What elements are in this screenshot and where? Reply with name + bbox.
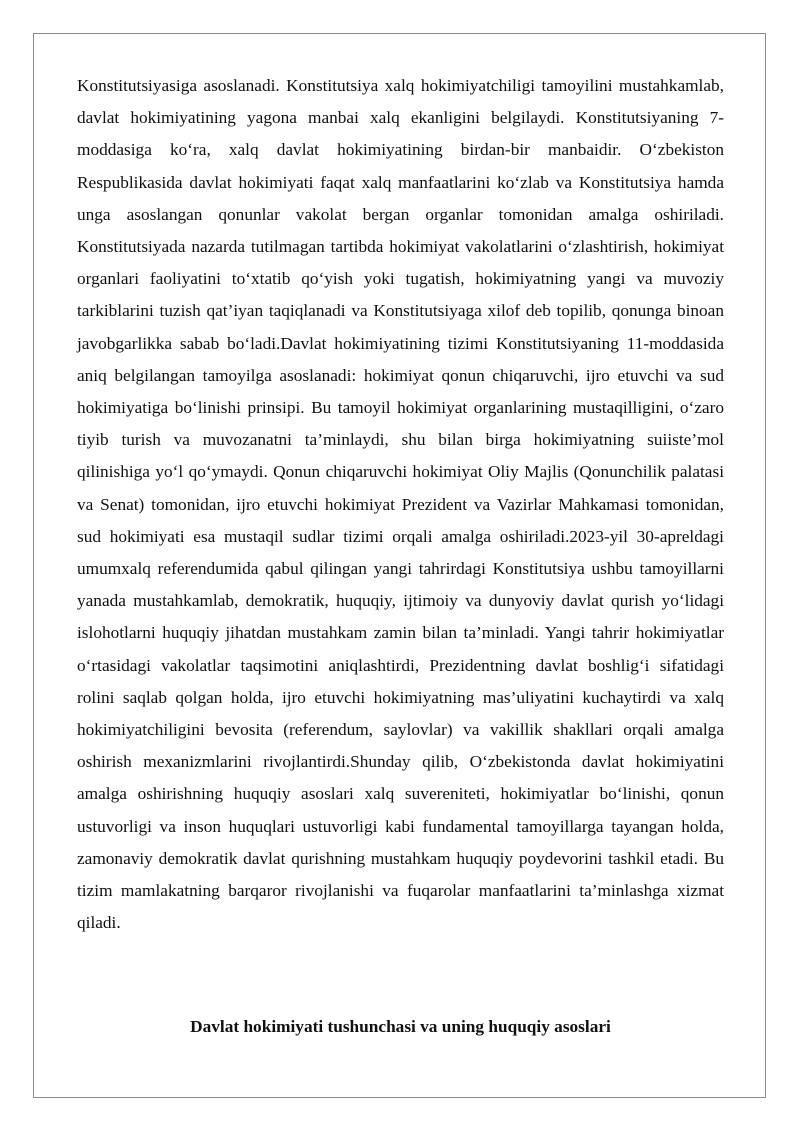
- section-heading: Davlat hokimiyati tushunchasi va uning huquqiy asoslari: [190, 1017, 611, 1036]
- body-paragraph: Konstitutsiyasiga asoslanadi. Konstitutsiya xalq hokimiyatchiligi tamoyilini mustahkamlab, davlat hokimiyatining yagona manbai xalq ekanligini belgilaydi. Konstitutsiyaning 7-moddasiga ko‘ra, xalq davlat hokimiyatining birdan-bir manbaidir. O‘zbekiston Respublikasida davlat hokimiyati faqat xalq manfaatlarini ko‘zlab va Konstitutsiya hamda unga asoslangan qonunlar vakolat bergan organlar tomonidan amalga oshiriladi. Konstitutsiyada nazarda tutilmagan tartibda hokimiyat vakolatlarini o‘zlashtirish, hokimiyat organlari faoliyatini to‘xtatib qo‘yish yoki tugatish, hokimiyatning yangi va muvoziy tarkiblarini tuzish qat’iyan taqiqlanadi va Konstitutsiyaga xilof deb topilib, qonunga binoan javobgarlikka sabab bo‘ladi.Davlat hokimiyatining tizimi Konstitutsiyaning 11-moddasida aniq belgilangan tamoyilga asoslanadi: hokimiyat qonun chiqaruvchi, ijro etuvchi va sud hokimiyatiga bo‘linishi prinsipi. Bu tamoyil hokimiyat organlarining mustaqilligini, o‘zaro tiyib turish va muvozanatni ta’minlaydi, shu bilan birga hokimiyatning suiiste’mol qilinishiga yo‘l qo‘ymaydi. Qonun chiqaruvchi hokimiyat Oliy Majlis (Qonunchilik palatasi va Senat) tomonidan, ijro etuvchi hokimiyat Prezident va Vazirlar Mahkamasi tomonidan, sud hokimiyati esa mustaqil sudlar tizimi orqali amalga oshiriladi.2023-yil 30-apreldagi umumxalq referendumida qabul qilingan yangi tahrirdagi Konstitutsiya ushbu tamoyillarni yanada mustahkamlab, demokratik, huquqiy, ijtimoiy va dunyoviy davlat qurish yo‘lidagi islohotlarni huquqiy jihatdan mustahkam zamin bilan ta’minladi. Yangi tahrir hokimiyatlar o‘rtasidagi vakolatlar taqsimotini aniqlashtirdi, Prezidentning davlat boshlig‘i sifatidagi rolini saqlab qolgan holda, ijro etuvchi hokimiyatning mas’uliyatini kuchaytirdi va xalq hokimiyatchiligini bevosita (referendum, saylovlar) va vakillik shakllari orqali amalga oshirish mexanizmlarini rivojlantirdi.Shunday qilib, O‘zbekistonda davlat hokimiyatini amalga oshirishning huquqiy asoslari xalq suvereniteti, hokimiyatlar bo‘linishi, qonun ustuvorligi va inson huquqlari ustuvorligi kabi fundamental tamoyillarga tayangan holda, zamonaviy demokratik davlat qurishning mustahkam huquqiy poydevorini tashkil etadi. Bu tizim mamlakatning barqaror rivojlanishi va fuqarolar manfaatlarini ta’minlashga xizmat qiladi.: [77, 76, 724, 933]
